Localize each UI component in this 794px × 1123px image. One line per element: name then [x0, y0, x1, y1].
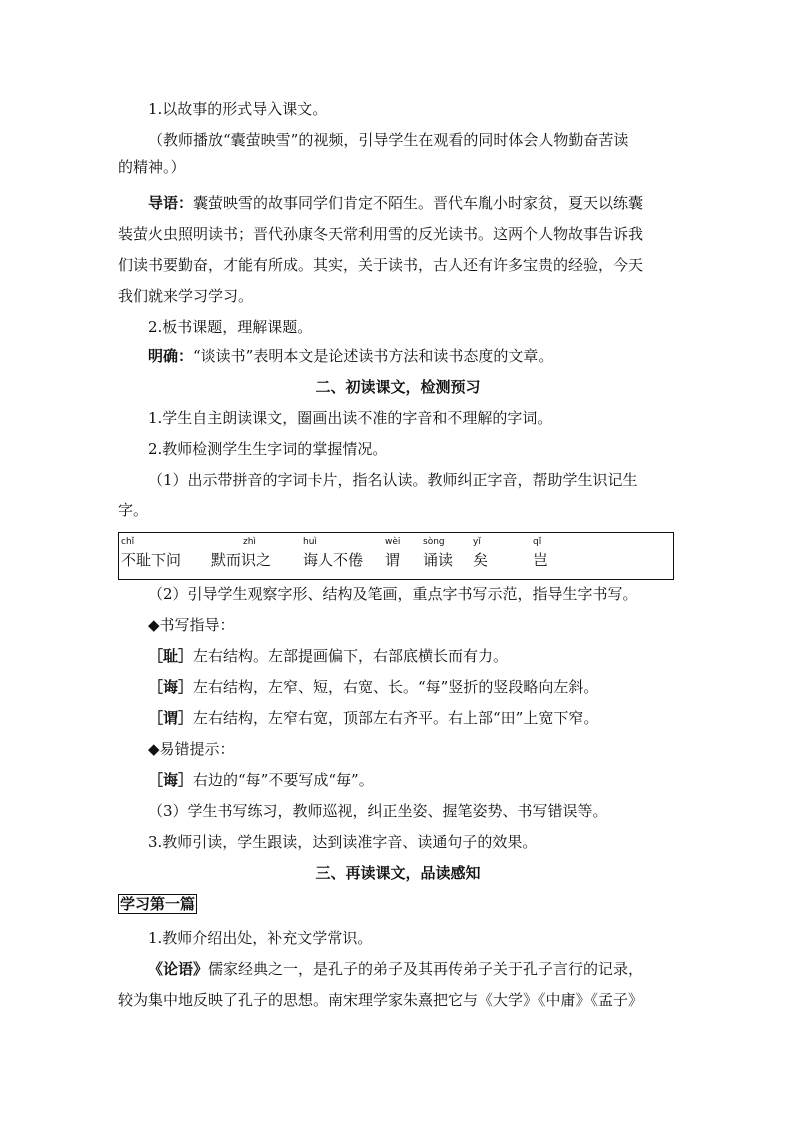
boxed-section-title: 学习第一篇: [120, 895, 196, 913]
text-line: （3）学生书写练习，教师巡视，纠正坐姿、握笔姿势、书写错误等。: [148, 802, 608, 820]
label-lunyu: 《论语》: [148, 960, 209, 978]
text-line: 2.板书课题，理解课题。: [148, 318, 313, 336]
text-line: 我们就来学习学习。: [118, 287, 254, 305]
text-line: 2.教师检测学生生字词的掌握情况。: [148, 440, 388, 458]
pinyin-word: huì 诲人不倦: [303, 537, 364, 569]
text-line: [118, 193, 708, 213]
text-line: 1.以故事的形式导入课文。: [148, 100, 328, 118]
pinyin: wèi: [385, 537, 401, 547]
text-line: 们读书要勤奋，才能有所成。其实，关于读书，古人还有许多宝贵的经验，今天: [118, 256, 644, 274]
text-line: ［诲］左右结构，左窄、短，右宽、长。“每”竖折的竖段略向左斜。: [148, 678, 599, 696]
text-line: ◆书写指导：: [148, 616, 235, 634]
text-line: 3.教师引读，学生跟读，达到读准字音、读通句子的效果。: [148, 833, 538, 851]
pinyin: sòng: [423, 537, 445, 547]
text-line: 装萤火虫照明读书；晋代孙康冬天常利用雪的反光读书。这两个人物故事告诉我: [118, 225, 644, 243]
pinyin-word: sòng 诵读: [423, 537, 454, 569]
text-line: 1.学生自主朗读课文，圈画出读不准的字音和不理解的字词。: [148, 409, 553, 427]
pinyin-word-box: [118, 532, 674, 580]
pinyin-word: yǐ 矣: [473, 537, 489, 569]
pinyin-word: qǐ 岂: [533, 537, 549, 569]
line-text: “谈读书”表明本文是论述读书方法和读书态度的文章。: [193, 347, 554, 365]
label-daoyu: 导语：: [148, 194, 194, 212]
section-heading-2: 二、初读课文，检测预习: [315, 378, 481, 396]
text-line: 较为集中地反映了孔子的思想。南宋理学家朱熹把它与《大学》《中庸》《孟子》: [118, 991, 644, 1009]
text-line: ［谓］左右结构，左窄右宽，顶部左右齐平。右上部“田”上宽下窄。: [148, 709, 599, 727]
text-line: （2）引导学生观察字形、结构及笔画，重点字书写示范，指导生字书写。: [148, 585, 638, 603]
text-line: 的精神。）: [118, 158, 186, 176]
text-line: [118, 894, 678, 914]
text-line: 1.教师介绍出处，补充文学常识。: [148, 929, 373, 947]
pinyin: yǐ: [473, 537, 481, 547]
pinyin-word: zhì 默而识之: [211, 537, 272, 569]
char-key: ［诲］: [148, 678, 194, 696]
char-key: ［诲］: [148, 771, 194, 789]
text-line: （教师播放“囊萤映雪”的视频，引导学生在观看的同时体会人物勤奋苦读: [148, 131, 629, 149]
section-heading-3: 三、再读课文，品读感知: [315, 864, 481, 882]
label-mingque: 明确：: [148, 347, 194, 365]
char-key: ［谓］: [148, 709, 194, 727]
text-line: ［诲］右边的“每”不要写成“毎”。: [148, 771, 374, 789]
text-line: [118, 346, 708, 366]
pinyin-word: wèi 谓: [385, 537, 401, 569]
text-line: 《论语》儒家经典之一，是孔子的弟子及其再传弟子关于孔子言行的记录，: [148, 960, 644, 978]
text-line: ◆易错提示：: [148, 740, 235, 758]
line-text: 囊萤映雪的故事同学们肯定不陌生。晋代车胤小时家贫，夏天以练囊: [193, 194, 644, 212]
pinyin: qǐ: [533, 537, 542, 547]
pinyin: chǐ: [121, 537, 135, 547]
text-line: （1）出示带拼音的字词卡片，指名认读。教师纠正字音，帮助学生识记生: [148, 471, 638, 489]
char-key: ［耻］: [148, 647, 194, 665]
pinyin-word: chǐ 不耻下问: [121, 537, 182, 569]
text-line: ［耻］左右结构。左部提画偏下，右部底横长而有力。: [148, 647, 509, 665]
pinyin: huì: [303, 537, 317, 547]
text-line: 字。: [118, 501, 149, 519]
pinyin: zhì: [243, 537, 256, 547]
